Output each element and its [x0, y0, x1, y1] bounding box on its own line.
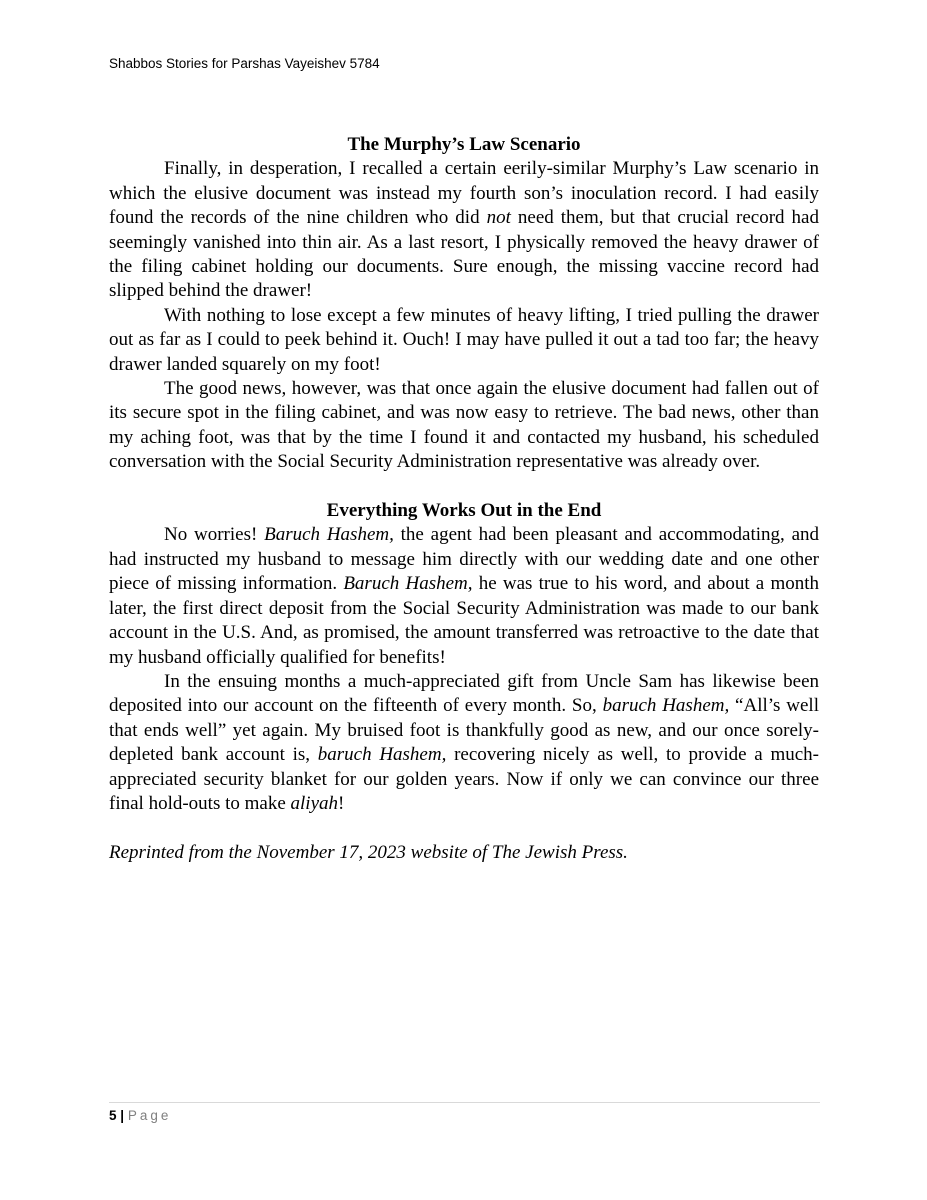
- page-footer: [109, 1102, 820, 1123]
- paragraph-text: The good news, however, was that once again the elusive document had fallen out of its secure spot in the filing cabinet, and was now easy to retrieve. The bad news, other than my aching foot, was that by the time I found it and contacted my husband, his scheduled conversation with the Social Security Administration representative was already over.: [109, 378, 819, 473]
- paragraph-text: “All’s well that ends well” yet again. My bruised foot is thankfully good as new, and our once sorely-depleted bank account is,: [109, 695, 819, 766]
- paragraph-no-worries: [109, 523, 819, 669]
- paragraph-text: he was true to his word, and about a month later, the first direct deposit from the Social Security Administration was made to our bank account in the U.S. And, as promised, the amount transferred was retroactive to the date that my husband officially qualified for benefits!: [109, 573, 820, 668]
- page-number: 5: [109, 1108, 117, 1123]
- paragraph-good-news: [109, 377, 819, 475]
- paragraph-emphasis: baruch Hashem,: [602, 695, 730, 717]
- paragraph-text: No worries!: [164, 524, 265, 546]
- section-spacer: [109, 816, 819, 840]
- page-label: Page: [127, 1108, 172, 1123]
- paragraph-text: !: [338, 792, 345, 814]
- section-spacer: [109, 475, 819, 499]
- paragraph-emphasis: aliyah: [290, 792, 339, 814]
- paragraph-emphasis: baruch Hashem,: [317, 744, 447, 766]
- reprint-credit: Reprinted from the November 17, 2023 website of The Jewish Press.: [109, 841, 628, 863]
- paragraph-text: Finally, in desperation, I recalled a certain eerily-similar Murphy’s Law scenario in which the elusive document was instead my fourth son’s inoculation record. I had easily found the records of the nine children who did: [109, 158, 819, 229]
- running-header: Shabbos Stories for Parshas Vayeishev 5784: [109, 56, 380, 71]
- paragraph-emphasis: not: [486, 207, 511, 229]
- section-heading-works-out: Everything Works Out in the End: [326, 500, 602, 522]
- document-body: [109, 133, 819, 865]
- paragraph-desperation: [109, 157, 819, 303]
- paragraph-text: In the ensuing months a much-appreciated gift from Uncle Sam has likewise been deposited into our account on the fifteenth of every month. So,: [109, 670, 819, 717]
- paragraph-emphasis: Baruch Hashem,: [343, 573, 473, 595]
- paragraph-text: need them, but that crucial record had seemingly vanished into thin air. As a last resort, I physically removed the heavy drawer of the filing cabinet holding our documents. Sure enough, the missing vaccine record had slipped behind the drawer!: [109, 207, 819, 302]
- paragraph-ensuing-months: [109, 670, 819, 816]
- paragraph-text: recovering nicely as well, to provide a much-appreciated security blanket for our golden years. Now if only we can convince our three final hold-outs to make: [109, 744, 819, 814]
- section-heading-murphys-law: The Murphy’s Law Scenario: [347, 134, 581, 155]
- footer-separator: |: [120, 1108, 125, 1123]
- paragraph-text: the agent had been pleasant and accommodating, and had instructed my husband to message him directly with our wedding date and one other piece of missing information.: [109, 524, 820, 595]
- paragraph-text: With nothing to lose except a few minutes of heavy lifting, I tried pulling the drawer out as far as I could to peek behind it. Ouch! I may have pulled it out a tad too far; the heavy drawer landed squarely on my foot!: [109, 304, 819, 375]
- paragraph-emphasis: Baruch Hashem,: [264, 524, 394, 546]
- paragraph-heavy-lifting: [109, 304, 819, 377]
